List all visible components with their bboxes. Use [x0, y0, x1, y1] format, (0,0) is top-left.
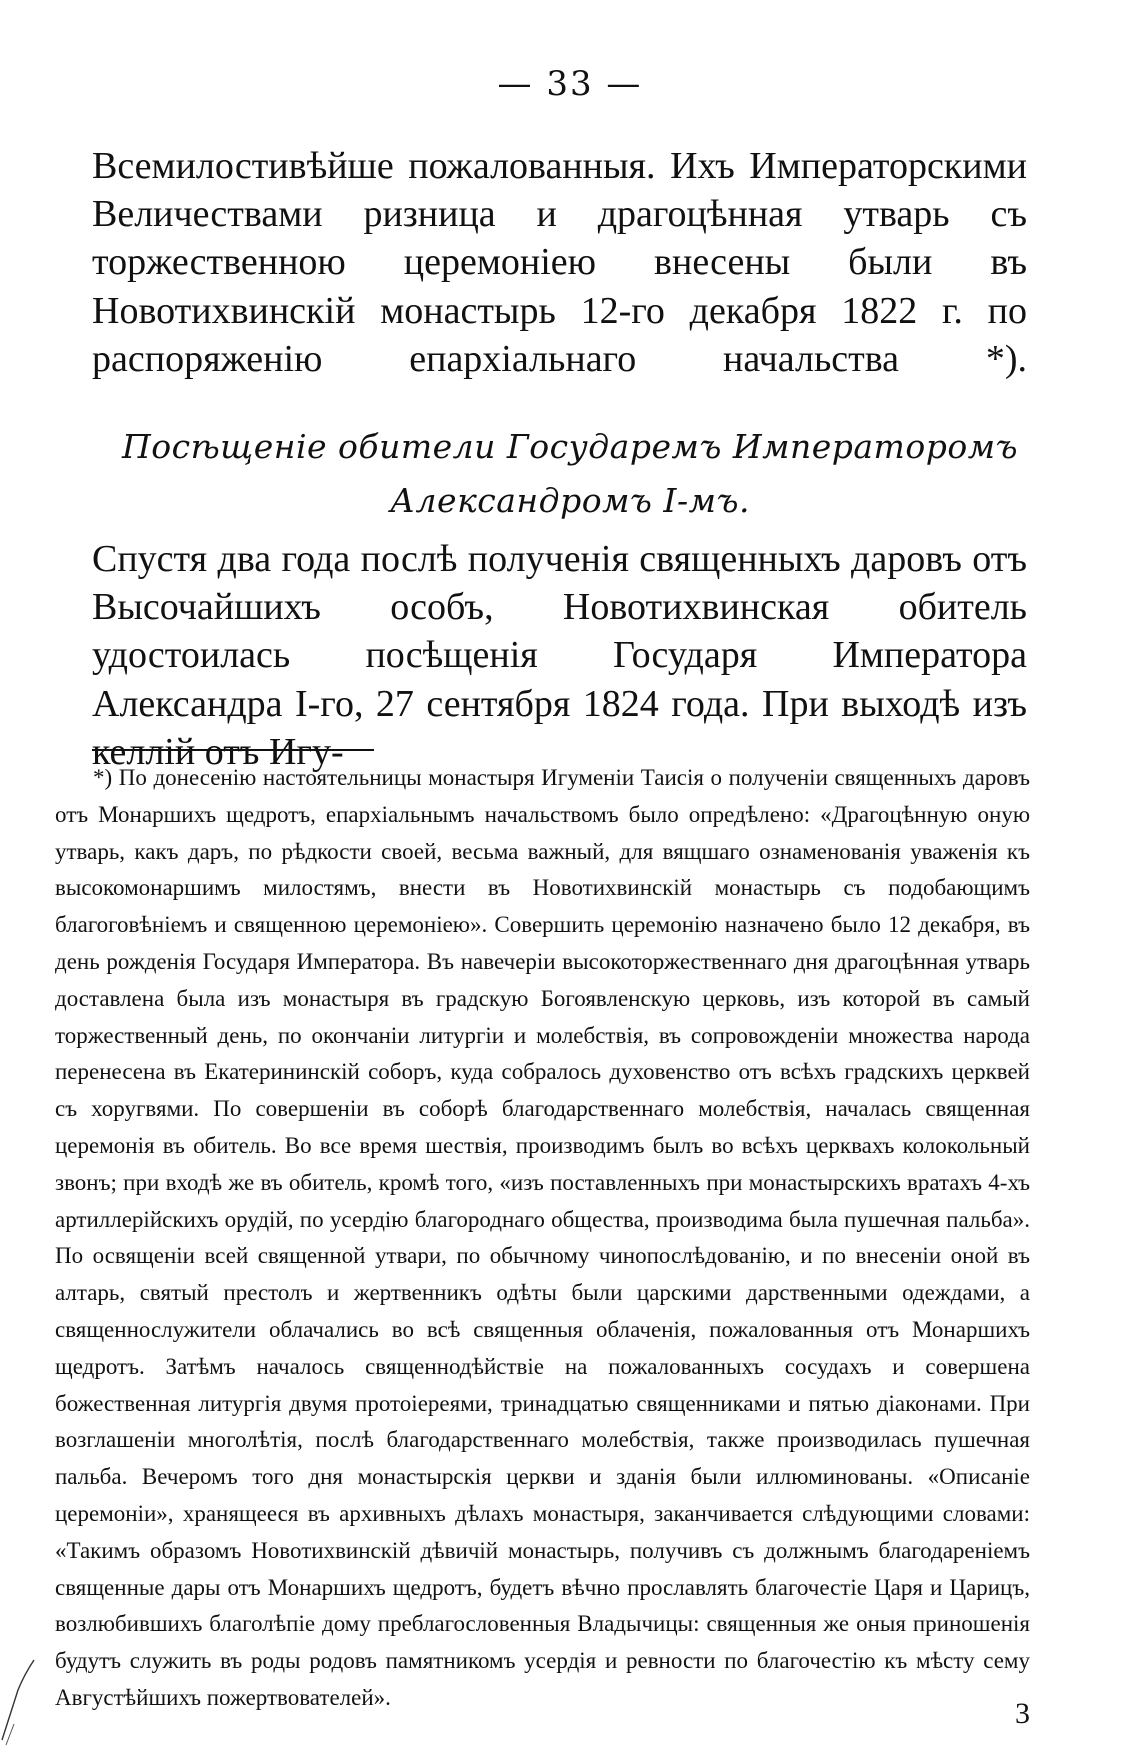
section-heading-line-1: Посѣщеніе обители Государемъ Императоромъ [121, 427, 1019, 466]
paragraph-1-text: Всемилостивѣйше пожалованныя. Ихъ Императорскими Величествами ризница и драгоцѣнная утварь съ торжественною церемоніею внесены были въ Новотихвинскій монастырь 12-го декабря 1822 г. по распоряженію епархіальнаго начальства *). [92, 145, 1027, 380]
signature-mark: 3 [1015, 1697, 1030, 1730]
paragraph-1 [92, 142, 1027, 383]
paragraph-2 [92, 535, 1027, 776]
paragraph-2-text: Спустя два года послѣ полученія священныхъ даровъ отъ Высочайшихъ особъ, Новотихвинская обитель удостоилась посѣщенія Государя Императора Александра I-го, 27 сентября 1824 года. При выходѣ изъ келлій отъ Игу- [92, 538, 1027, 773]
footnote: *) По донесенію настоятельницы монастыря Игуменіи Таисія о полученіи священныхъ даровъ отъ Монаршихъ щедротъ, епархіальнымъ начальствомъ было опредѣлено: «Драгоцѣнную оную утварь, какъ даръ, по рѣдкости своей, весьма важный, для вящшаго ознаменованія уваженія къ высокомонаршимъ милостямъ, внести въ Новотихвинскій монастырь съ подобающимъ благоговѣніемъ и священною церемоніею». Совершить церемонію назначено было 12 декабря, въ день рожденія Государя Императора. Въ навечеріи высокоторжественнаго дня драгоцѣнная утварь доставлена была изъ монастыря въ градскую Богоявленскую церковь, изъ которой въ самый торжественный день, по окончаніи литургіи и молебствія, въ сопровожденіи множества народа перенесена въ Екатерининскій соборъ, куда собралось духовенство отъ всѣхъ градскихъ церквей съ хоругвями. По совершеніи въ соборѣ благодарственнаго молебствія, началась священная церемонія въ обитель. Во все время шествія, производимъ былъ во всѣхъ церквахъ колокольный звонъ; при входѣ же въ обитель, кромѣ того, «изъ поставленныхъ при монастырскихъ вратахъ 4-хъ артиллерійскихъ орудій, по усердію благороднаго общества, производима была пушечная пальба». По освященіи всей священной утвари, по обычному чинопослѣдованію, и по внесеніи оной въ алтарь, святый престолъ и жертвенникъ одѣты были царскими дарственными одеждами, а священнослужители облачались во всѣ священныя облаченія, пожалованныя отъ Монаршихъ щедротъ. Затѣмъ началось священнодѣйствіе на пожалованныхъ сосудахъ и совершена божественная литургія двумя протоіереями, тринадцатью священниками и пятью діаконами. При возглашеніи многолѣтія, послѣ благодарственнаго молебствія, также производилась пушечная пальба. Вечеромъ того дня монастырскія церкви и зданія были иллюминованы. «Описаніе церемоніи», хранящееся въ архивныхъ дѣлахъ монастыря, заканчивается слѣдующими словами: «Такимъ образомъ Новотихвинскій дѣвичій монастырь, получивъ съ должнымъ благодареніемъ священные дары отъ Монаршихъ щедротъ, будетъ вѣчно прославлять благочестіе Царя и Царицъ, возлюбившихъ благолѣпіе дому преблагословенныя Владычицы: священныя же оныя приношенія будутъ служить въ роды родовъ памятникомъ усердія и ревности по благочестію къ мѣсту сему Августѣйшихъ пожертвователей». [55, 765, 1030, 1710]
footnote-divider [92, 749, 374, 751]
section-heading-line-2: Александромъ I-мъ. [390, 481, 750, 520]
section-heading [60, 420, 1080, 528]
margin-scan-artifact [0, 1620, 40, 1750]
page-number: — 33 — [497, 64, 643, 104]
